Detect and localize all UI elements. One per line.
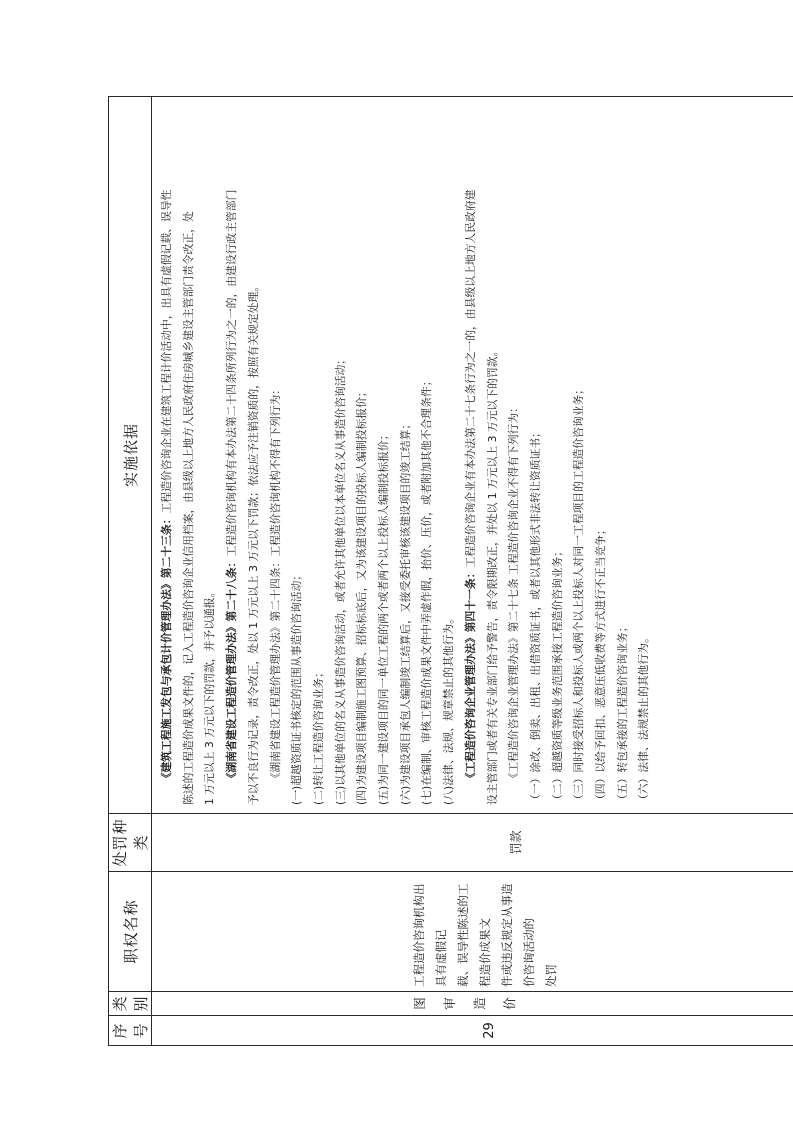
basis-text: (四)为建设项目编制施工图预算、招标标底后，又为该建设项目的投标人编制投标报价； [355, 386, 369, 805]
basis-text: 工程造价咨询机构有本办法第二十四条所列行为之一的，由建设行政主管部门 [225, 189, 239, 557]
basis-text: （四）以给予回扣、恶意压低收费等方式进行不正当竞争； [594, 524, 608, 805]
basis-text: 《湖南省建设工程造价管理办法》第二十四条：工程造价咨询机构不得有下列行为： [268, 383, 282, 784]
basis-text: 《工程造价咨询企业管理办法》第二十七条 工程造价咨询企业不得有下列行为： [507, 402, 521, 784]
row-kind: 罚款 [509, 830, 523, 855]
type-char: 造 [472, 997, 487, 1010]
basis-text: (三)以其他单位的名义从事造价咨询活动，或者允许其他单位以本单位名义从事造价咨询活动； [333, 353, 347, 805]
penalty-table [108, 96, 793, 1046]
basis-text: （一）涂改、倒卖、出租、出借资质证书，或者以其他形式非法转让资质证书； [528, 427, 542, 805]
cell-basis [152, 97, 793, 814]
cell-type [152, 992, 793, 1016]
basis-text: 陈述的工程造价成果文件的，记入工程造价咨询企业信用档案，由县级以上地方人民政府住房城乡建设主管部门责令改正，处 [181, 211, 195, 805]
cell-name [152, 872, 793, 992]
row-type [152, 992, 518, 1015]
basis-text: 设主管部门或者有关专业部门给予警告，责令限期改正，并处以 1 万元以上 3 万元以下的罚款。 [485, 345, 499, 805]
basis-text: (五)为同一建设项目的同一单位工程的两个或者两个以上投标人编制投标报价； [377, 429, 391, 805]
header-kind: 处罚种类 [109, 814, 152, 872]
basis-line [503, 105, 525, 805]
basis-text: 工程造价咨询企业在建筑工程计价活动中，出具有虚假记载、误导性 [160, 189, 173, 514]
table-header-row [109, 97, 152, 1046]
basis-line [373, 105, 395, 805]
basis-line [286, 105, 308, 805]
cell-no [152, 1016, 793, 1046]
basis-line [590, 105, 612, 805]
basis-text: (八)法律、法规、规章禁止的其他行为。 [442, 613, 456, 805]
basis-line [156, 105, 178, 805]
header-no: 序号 [109, 1016, 152, 1046]
basis-line [525, 105, 547, 805]
name-line: 载、误导性陈述的工程造价成果文 [456, 883, 492, 987]
basis-line [460, 105, 482, 805]
basis-line [547, 105, 569, 805]
basis-text: （六）法律、法规禁止的其他行为。 [637, 632, 651, 805]
name-line: 处罚 [544, 964, 558, 987]
type-char: 图 [412, 997, 427, 1010]
regulation-reference: 《湖南省建设工程造价管理办法》第二十八条： [225, 556, 239, 784]
basis-text: （三）同时接受招标人和投标人或两个以上投标人对同一工程项目的工程造价咨询业务； [572, 383, 586, 805]
name-line: 件或违反规定从事造价咨询活动的 [500, 883, 536, 987]
regulation-reference: 《工程造价咨询企业管理办法》第四十一条： [463, 567, 477, 784]
cell-kind [152, 814, 793, 872]
basis-text: 予以不良行为记录，责令改正，处以 1 万元以上 3 万元以下罚款；依法应予注销资质的，按照有关规定处理。 [246, 280, 260, 805]
row-basis [152, 97, 655, 813]
basis-line [265, 105, 287, 805]
basis-line [178, 105, 200, 805]
basis-line [221, 105, 243, 805]
basis-line [482, 105, 504, 805]
type-char: 价 [502, 997, 517, 1010]
basis-line [330, 105, 352, 805]
basis-line [243, 105, 265, 805]
basis-text: （二）超越资质等级业务范围承接工程造价咨询业务； [550, 545, 564, 805]
header-type: 类别 [109, 992, 152, 1016]
rotated-page [108, 97, 793, 1046]
row-name [152, 872, 562, 991]
basis-text: 工程造价咨询企业有本办法第二十七条行为之一的，由县级以上地方人民政府建 [463, 189, 477, 568]
basis-line [395, 105, 417, 805]
regulation-reference: 《建筑工程施工发包与承包计价管理办法》第二十三条： [160, 513, 173, 784]
basis-line [199, 105, 221, 805]
type-char: 审 [442, 997, 457, 1010]
header-basis: 实施依据 [109, 97, 152, 814]
basis-text: (二)转让工程造价咨询业务； [311, 667, 325, 805]
basis-text: (七)在编制、审核工程造价成果文件中弄虚作假，抬价、压价，或者附加其他不合理条件； [420, 375, 434, 805]
basis-line [416, 105, 438, 805]
row-number: 29 [482, 1022, 497, 1039]
basis-text: (六)为建设项目承包人编制竣工结算后，又接受委托审核该建设项目的竣工结算； [398, 418, 412, 805]
basis-text: （五）转包承接的工程造价咨询业务； [615, 621, 629, 805]
basis-line [438, 105, 460, 805]
basis-text: (一)超越资质证书核定的范围从事造价咨询活动； [290, 569, 304, 805]
basis-line [633, 105, 655, 805]
table-row [152, 97, 793, 1046]
name-line: 工程造价咨询机构出具有虚假记 [412, 883, 448, 987]
basis-line [568, 105, 590, 805]
basis-line [351, 105, 373, 805]
basis-line [308, 105, 330, 805]
basis-line [612, 105, 634, 805]
header-name: 职权名称 [109, 872, 152, 992]
basis-text: 1 万元以上 3 万元以下的罚款，并予以通报。 [203, 586, 217, 805]
